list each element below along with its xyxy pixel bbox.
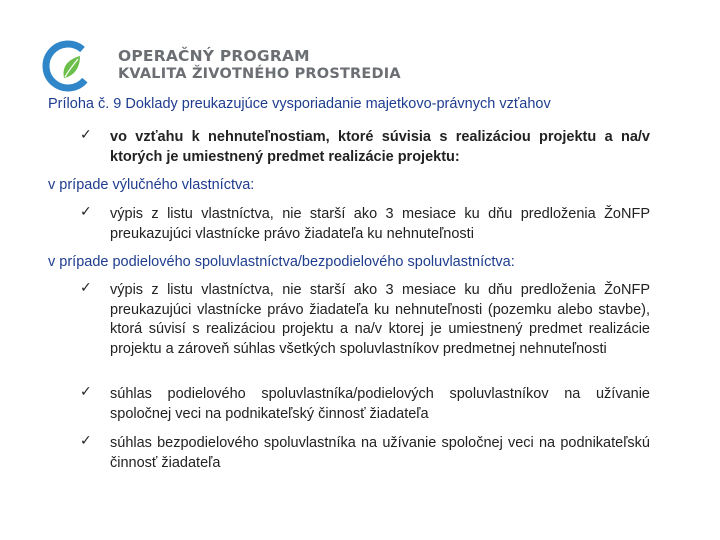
list-item-text: vo vzťahu k nehnuteľnostiam, ktoré súvisia s realizáciou projektu a na/v ktorých je umiestnený predmet realizácie projektu: xyxy=(110,129,650,165)
checkmark-icon: ✓ xyxy=(80,280,92,296)
list-item xyxy=(80,385,650,424)
checkmark-icon: ✓ xyxy=(80,433,92,449)
program-logo xyxy=(40,38,401,94)
list-item xyxy=(80,205,650,244)
op-kzp-emblem-icon xyxy=(40,38,96,94)
section-title-co-ownership: v prípade podielového spoluvlastníctva/bezpodielového spoluvlastníctva: xyxy=(48,254,515,270)
list-item-text: výpis z listu vlastníctva, nie starší ako 3 mesiace ku dňu predloženia ŽoNFP preukazujúci vlastnícke právo žiadateľa ku nehnuteľnosti xyxy=(110,206,650,242)
section-title-exclusive-ownership: v prípade výlučného vlastníctva: xyxy=(48,177,255,193)
list-item xyxy=(80,281,650,359)
list-item-text: súhlas podielového spoluvlastníka/podielových spoluvlastníkov na užívanie spoločnej veci na podnikateľský činnosť žiadateľa xyxy=(110,386,650,422)
page-heading: Príloha č. 9 Doklady preukazujúce vysporiadanie majetkovo-právnych vzťahov xyxy=(48,96,551,112)
list-item-text: súhlas bezpodielového spoluvlastníka na užívanie spoločnej veci na podnikateľskú činnosť žiadateľa xyxy=(110,435,650,471)
checkmark-icon: ✓ xyxy=(80,127,92,143)
list-item-text: výpis z listu vlastníctva, nie starší ako 3 mesiace ku dňu predloženia ŽoNFP preukazujúci vlastnícke právo žiadateľa ku nehnuteľnosti (pozemku alebo stavbe), ktorá súvisí s realizáciou projektu a na/v ktorej je umiestnený predmet realizácie projektu a zároveň súhlas všetkých spoluvlastníkov predmetnej nehnuteľnosti xyxy=(110,282,650,357)
checkmark-icon: ✓ xyxy=(80,384,92,400)
logo-title-line1: OPERAČNÝ PROGRAM xyxy=(118,47,310,65)
checkmark-icon: ✓ xyxy=(80,204,92,220)
list-item xyxy=(80,434,650,473)
list-item-intro xyxy=(80,128,650,167)
logo-title-line2: KVALITA ŽIVOTNÉHO PROSTREDIA xyxy=(118,66,401,82)
